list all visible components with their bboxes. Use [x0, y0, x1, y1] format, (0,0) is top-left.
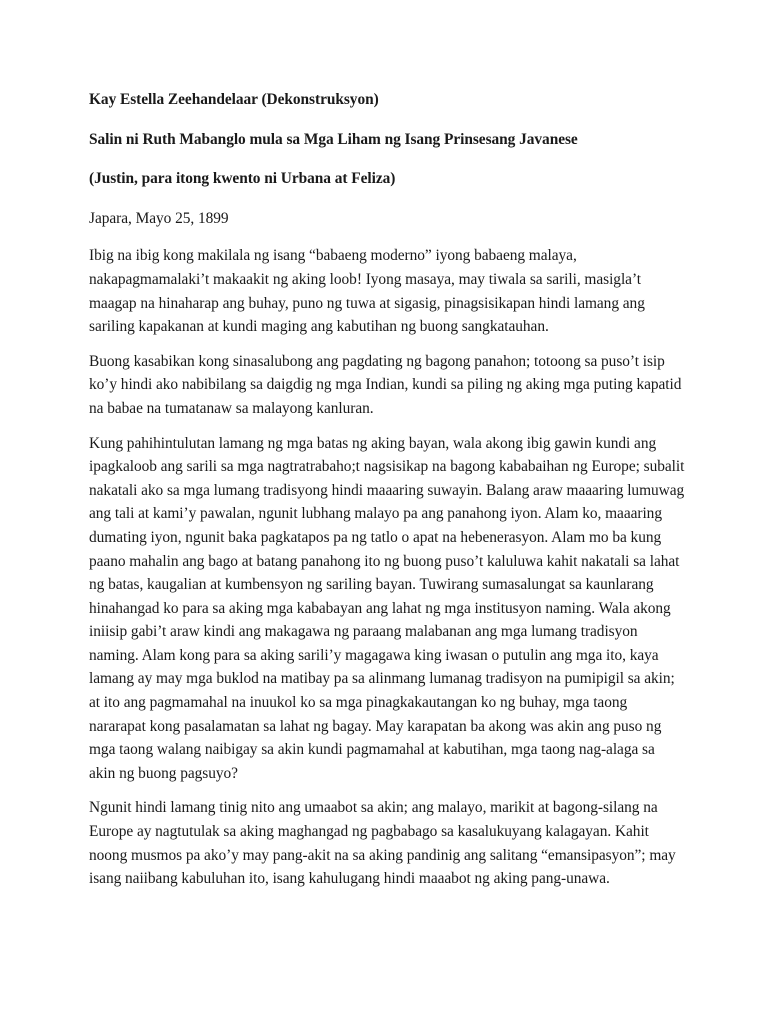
letter-date: Japara, Mayo 25, 1899	[89, 209, 229, 227]
text-line: isang naiibang kabuluhan ito, isang kahulugang hindi maaabot ng aking pang-unawa.	[89, 870, 610, 888]
text-line: lamang ay may mga buklod na matibay pa sa alinmang lumanag tradisyon na pumipigil sa akin;	[89, 670, 675, 688]
text-line: hinahangad ko para sa aking mga kababayan ang lahat ng mga institusyon naming. Wala akong	[89, 599, 671, 617]
text-line: ang tali at kami’y pawalan, ngunit lubhang malayo pa ang panahong iyon. Alam ko, maaaring	[89, 505, 662, 523]
paragraph-1	[89, 244, 699, 338]
text-line: noong musmos pa ako’y may pang-akit na sa aking pandinig ang salitang “emansipasyon”; may	[89, 846, 676, 864]
text-line: mga taong walang naibigay sa akin kundi pagmamahal at kabutihan, mga taong nag-alaga sa	[89, 741, 655, 759]
text-line: Ngunit hindi lamang tinig nito ang umaabot sa akin; ang malayo, marikit at bagong-silang na	[89, 799, 658, 817]
text-line: maagap na hinaharap ang buhay, puno ng tuwa at sigasig, pinagsisikapan hindi lamang ang	[89, 294, 645, 312]
document-subtitle: Salin ni Ruth Mabanglo mula sa Mga Liham ng Isang Prinsesang Javanese	[89, 130, 578, 148]
text-line: akin ng buong pagsuyo?	[89, 764, 238, 782]
text-line: Ibig na ibig kong makilala ng isang “babaeng moderno” iyong babaeng malaya,	[89, 247, 577, 265]
document-note: (Justin, para itong kwento ni Urbana at Feliza)	[89, 170, 396, 188]
text-line: Buong kasabikan kong sinasalubong ang pagdating ng bagong panahon; totoong sa puso’t isip	[89, 352, 665, 370]
paragraph-3	[89, 432, 699, 786]
text-line: na babae na tumatanaw sa malayong kanluran.	[89, 399, 374, 417]
text-line: nararapat kong pasalamatan sa lahat ng bagay. May karapatan ba akong was akin ang puso ng	[89, 717, 662, 735]
text-line: Europe ay nagtutulak sa aking maghangad ng pagbabago sa kasalukuyang kalagayan. Kahit	[89, 823, 649, 841]
text-line: dumating iyon, ngunit baka pagkatapos pa ng tatlo o apat na hebenerasyon. Alam mo ba kung	[89, 528, 662, 546]
text-line: nakatali ako sa mga lumang tradisyong hindi maaaring suwayin. Balang araw maaaring lumuwag	[89, 481, 685, 499]
document-title: Kay Estella Zeehandelaar (Dekonstruksyon)	[89, 91, 379, 108]
text-line: ko’y hindi ako nabibilang sa daigdig ng mga Indian, kundi sa piling ng aking mga puting kapatid	[89, 376, 682, 394]
text-line: iniisip gabi’t araw kindi ang makagawa ng paraang malabanan ang mga lumang tradisyon	[89, 623, 638, 641]
paragraph-4	[89, 796, 699, 890]
text-line: nakapagmamalaki’t makaakit ng aking loob! Iyong masaya, may tiwala sa sarili, masigla’t	[89, 270, 641, 288]
text-line: naming. Alam kong para sa aking sarili’y magagawa king iwasan o putulin ang mga ito, kaya	[89, 646, 659, 664]
text-line: at ito ang pagmamahal na inuukol ko sa mga pinagkakautangan ko ng buhay, mga taong	[89, 694, 628, 712]
text-line: ng batas, kaugalian at kumbensyon ng sariling bayan. Tuwirang sumasalungat sa kaunlarang	[89, 576, 654, 594]
paragraph-2	[89, 350, 699, 421]
text-line: paano mahalin ang bago at batang panahong ito ng buong puso’t kaluluwa kahit nakatali sa lahat	[89, 552, 680, 570]
text-line: sariling kapakanan at kundi maging ang kabutihan ng buong sangkatauhan.	[89, 318, 549, 336]
text-line: ipagkaloob ang sarili sa mga nagtratrabaho;t nagsisikap na bagong kababaihan ng Europe; subalit	[89, 458, 685, 476]
text-line: Kung pahihintulutan lamang ng mga batas ng aking bayan, wala akong ibig gawin kundi ang	[89, 434, 657, 452]
document-body	[89, 88, 699, 902]
